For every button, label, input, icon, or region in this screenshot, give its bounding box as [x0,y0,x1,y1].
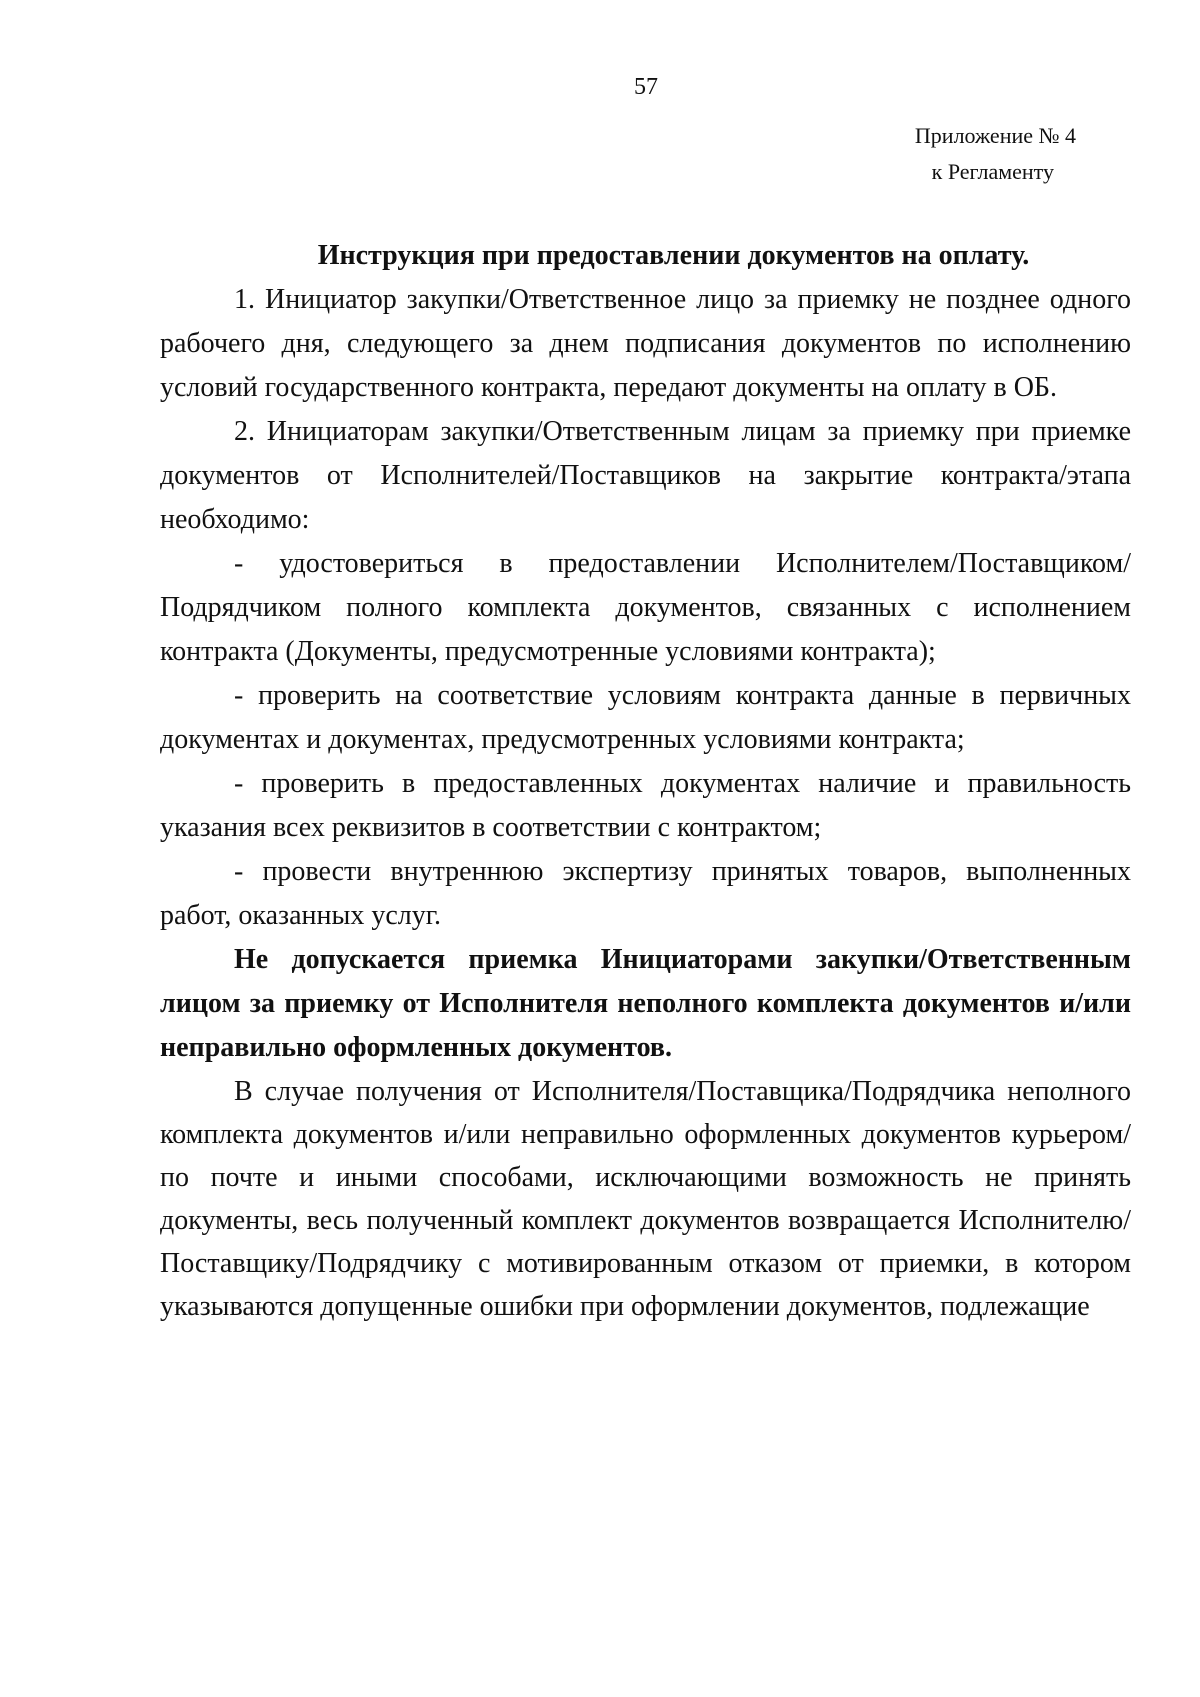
annex-header [915,118,1076,190]
document-body [160,234,1131,1328]
paragraph-5: - проверить в предоставленных документах наличие и правильность указания всех реквизитов в соответствии с контрактом; [160,768,1131,843]
paragraph-4: - проверить на соответствие условиям контракта данные в первичных документах и документах, предусмотренных условиями контракта; [160,680,1131,755]
document-title: Инструкция при предоставлении документов на оплату. [317,240,1030,271]
paragraph-3: - удостовериться в предоставлении Исполнителем/Поставщиком/Подрядчиком полного комплекта документов, связанных с исполнением контракта (Документы, предусмотренные условиями контракта); [160,548,1131,667]
page-number: 57 [634,74,658,100]
annex-line-1: Приложение № 4 [914,123,1076,148]
annex-line-2: к Регламенту [931,159,1054,184]
paragraph-2: 2. Инициаторам закупки/Ответственным лицам за приемку при приемке документов от Исполнителей/Поставщиков на закрытие контракта/этапа необходимо: [160,416,1131,535]
paragraph-1: 1. Инициатор закупки/Ответственное лицо за приемку не позднее одного рабочего дня, следующего за днем подписания документов по исполнению условий государственного контракта, передают документы на оплату в ОБ. [160,284,1131,403]
paragraph-6: - провести внутреннюю экспертизу принятых товаров, выполненных работ, оказанных услуг. [160,856,1131,931]
paragraph-7-bold-warning: Не допускается приемка Инициаторами закупки/Ответственным лицом за приемку от Исполнителя неполного комплекта документов и/или неправильно оформленных документов. [160,944,1131,1063]
paragraph-8: В случае получения от Исполнителя/Поставщика/Подрядчика неполного комплекта документов и/или неправильно оформленных документов курьером/по почте и иными способами, исключающими возможность не принять документы, весь полученный комплект документов возвращается Исполнителю/Поставщику/Подрядчику с мотивированным отказом от приемки, в котором указываются допущенные ошибки при оформлении документов, подлежащие [160,1076,1131,1322]
